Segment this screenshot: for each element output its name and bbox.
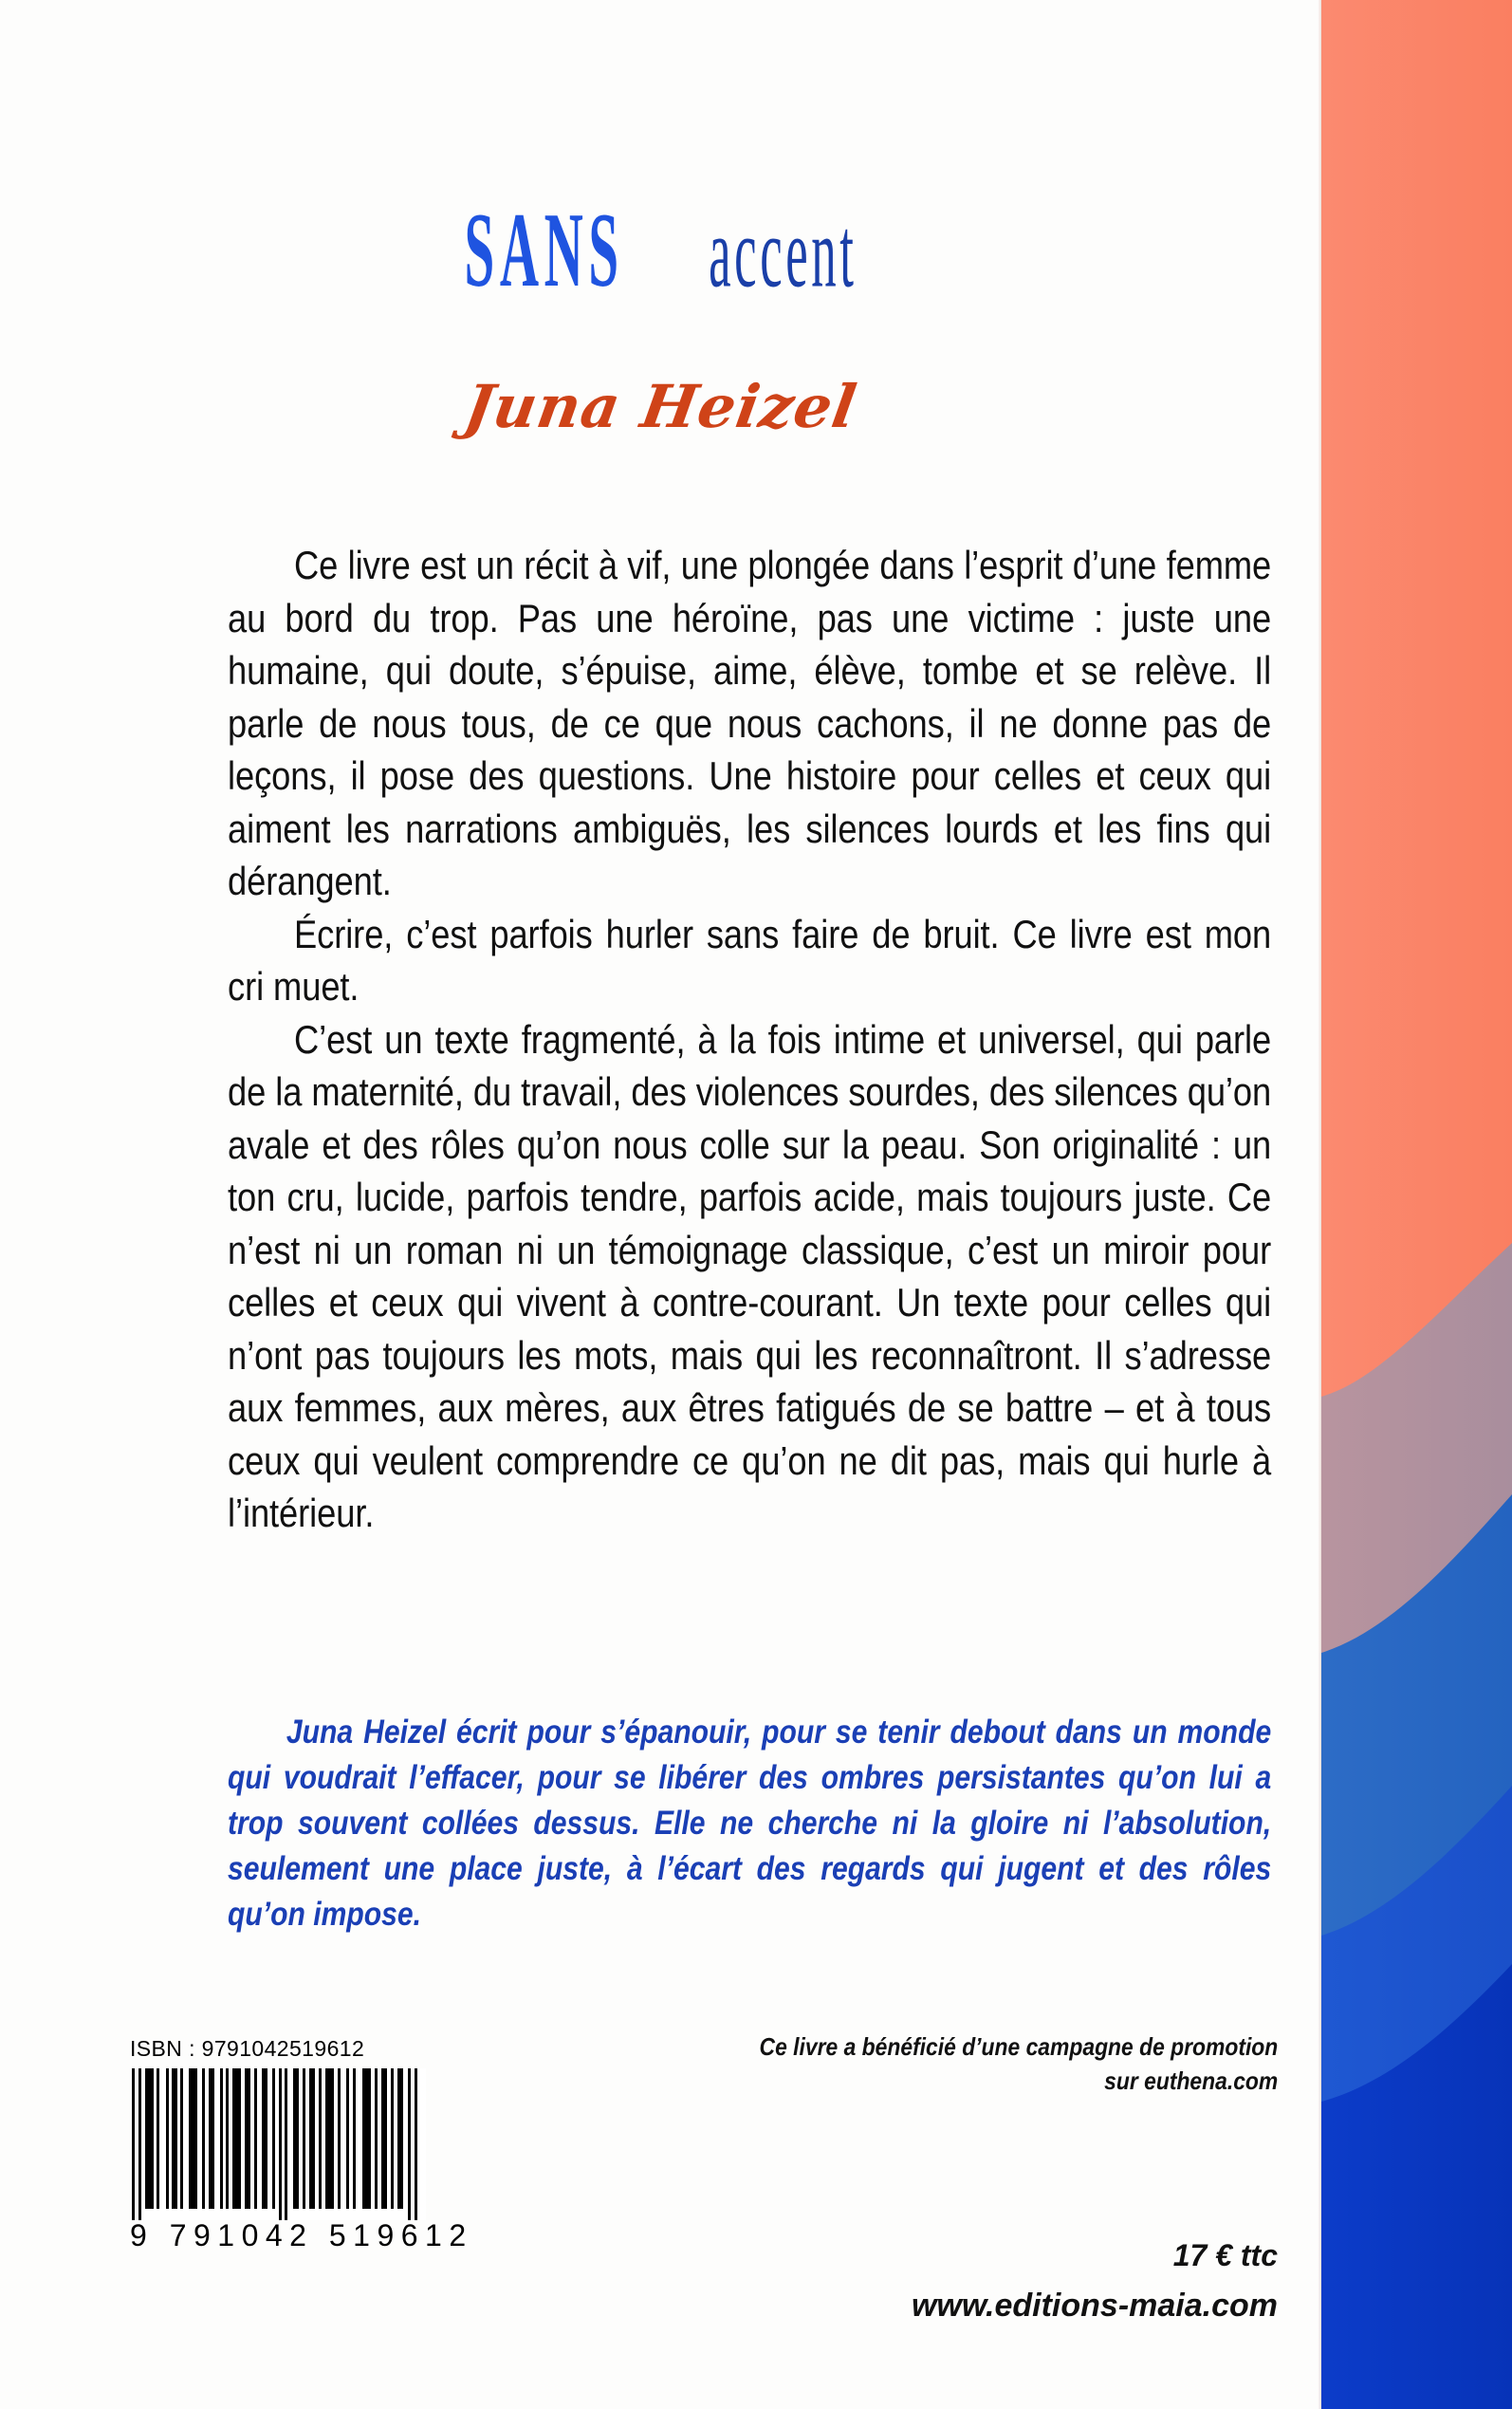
- isbn-block: [130, 2036, 473, 2253]
- blurb-paragraph-2: Écrire, c’est parfois hurler sans faire de bruit. Ce livre est mon cri muet.: [228, 911, 1272, 1009]
- price-and-publisher: [912, 2236, 1278, 2327]
- title-word-sans: SANS: [464, 191, 624, 309]
- cover-art-band: [1321, 0, 1512, 2409]
- barcode-icon: [130, 2068, 426, 2220]
- author-name: Juna Heizel: [459, 372, 862, 441]
- author-bio-text: Juna Heizel écrit pour s’épanouir, pour se tenir debout dans un monde qui voudrait l’effacer, pour se libérer des ombres persistantes qu’on lui a trop souvent collées dessus. Elle ne cherche ni la gloire ni l’absolution, seulement une place juste, à l’écart des regards qui jugent et des rôles qu’on impose.: [228, 1714, 1272, 1933]
- publisher-website: www.editions-maia.com: [911, 2288, 1278, 2324]
- price-label: 17 € ttc: [1172, 2238, 1278, 2272]
- blurb-paragraph-3: C’est un texte fragmenté, à la fois intime et universel, qui parle de la maternité, du travail, des violences sourdes, des silences qu’on avale et des rôles qu’on nous colle sur la peau. Son originalité : un ton cru, lucide, parfois tendre, parfois acide, mais toujours juste. Ce n’est ni un roman ni un témoignage classique, c’est un miroir pour celles et ceux qui vivent à contre-courant. Un texte pour celles qui n’ont pas toujours les mots, mais qui les reconnaîtront. Il s’adresse aux femmes, aux mères, aux êtres fatigués de se battre – et à tous ceux qui veulent comprendre ce qu’on ne dit pas, mais qui hurle à l’intérieur.: [228, 1016, 1272, 1535]
- back-cover-blurb: [228, 539, 1271, 1540]
- cover-art-band-graphic: [1321, 0, 1512, 2409]
- isbn-label: ISBN : 9791042519612: [130, 2036, 365, 2061]
- promotion-line-2: sur euthena.com: [1103, 2066, 1278, 2095]
- promotion-note: [759, 2029, 1278, 2098]
- promotion-line-1: Ce livre a bénéficié d’une campagne de promotion: [759, 2032, 1278, 2061]
- barcode-digits: 9 791042 519612: [130, 2218, 473, 2252]
- blurb-paragraph-1: Ce livre est un récit à vif, une plongée dans l’esprit d’une femme au bord du trop. Pas une héroïne, pas une victime : juste une humaine, qui doute, s’épuise, aime, élève, tombe et se relève. Il parle de nous tous, de ce que nous cachons, il ne donne pas de leçons, il pose des questions. Une histoire pour celles et ceux qui aiment les narrations ambiguës, les silences lourds et les fins qui dérangent.: [228, 543, 1272, 903]
- page-title: [0, 191, 1321, 311]
- author-bio: [228, 1710, 1271, 1937]
- title-word-accent: accent: [708, 198, 857, 309]
